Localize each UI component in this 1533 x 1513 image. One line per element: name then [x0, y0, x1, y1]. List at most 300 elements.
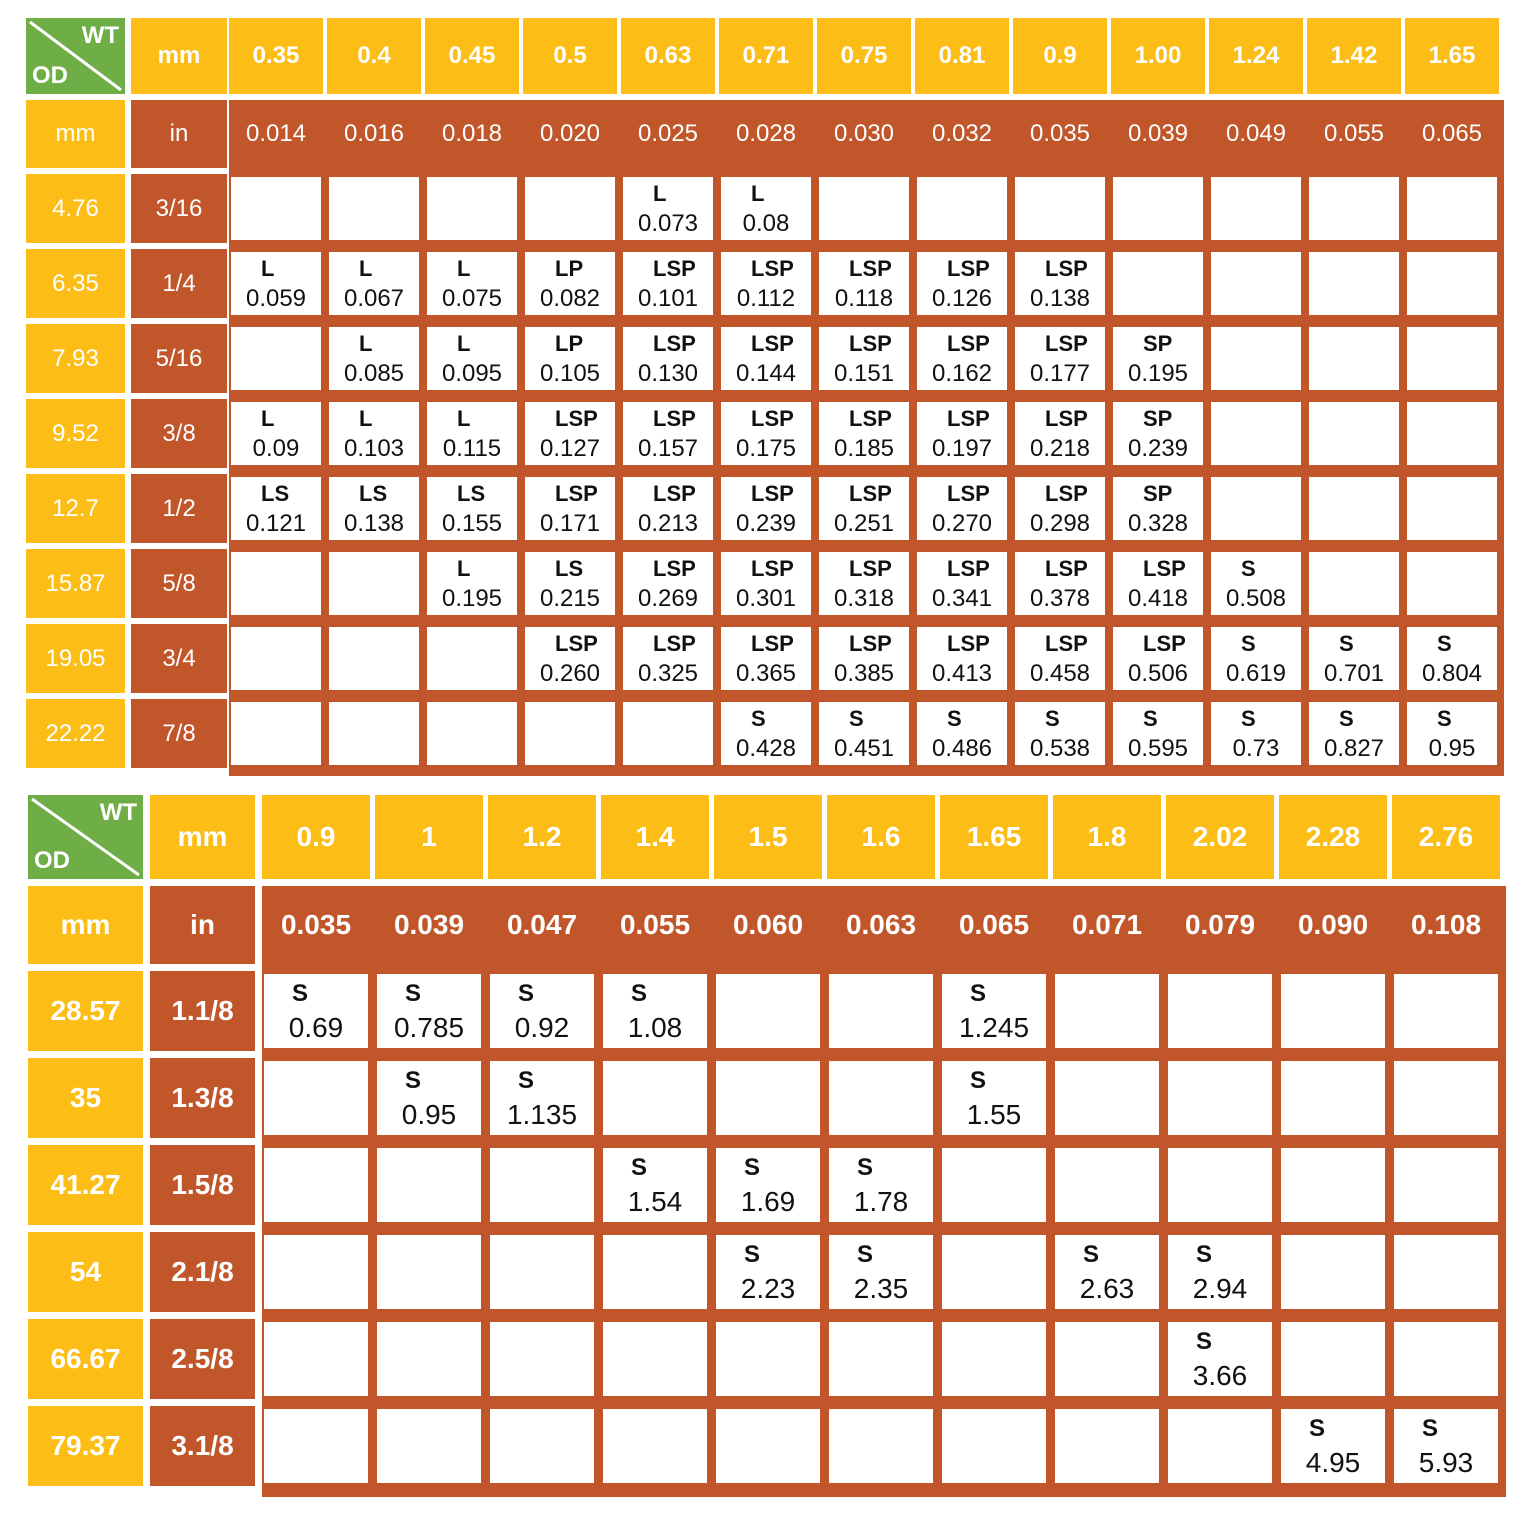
spec-cell	[1113, 702, 1203, 765]
wt-unit-in-label: in	[150, 886, 255, 964]
availability-code: L	[359, 406, 373, 431]
spec-cell	[623, 252, 713, 315]
weight-value: 0.126	[931, 285, 993, 312]
wt-mm-header: 1.8	[1053, 795, 1161, 879]
wt-mm-header: 1.5	[714, 795, 822, 879]
availability-code: L	[261, 406, 275, 431]
weight-value: 0.92	[514, 1012, 570, 1043]
spec-cell	[377, 1409, 481, 1483]
availability-code: S	[631, 980, 648, 1007]
spec-cell	[1309, 477, 1399, 540]
spec-cell	[1055, 974, 1159, 1048]
wt-in-header: 0.032	[915, 100, 1009, 168]
availability-code: SP	[1143, 481, 1173, 506]
spec-cell	[603, 1061, 707, 1135]
spec-cell	[1113, 327, 1203, 390]
spec-cell	[1113, 177, 1203, 240]
weight-value: 0.101	[637, 285, 699, 312]
wt-mm-header: 1.65	[1405, 18, 1499, 94]
spec-cell	[1055, 1322, 1159, 1396]
spec-cell	[1211, 327, 1301, 390]
spec-cell	[231, 552, 321, 615]
availability-code: S	[1241, 556, 1256, 581]
spec-cell	[829, 1148, 933, 1222]
corner-wt-od	[26, 18, 125, 94]
spec-cell	[1281, 1148, 1385, 1222]
weight-value: 0.175	[735, 435, 797, 462]
spec-cell	[942, 1148, 1046, 1222]
availability-code: S	[1241, 706, 1256, 731]
spec-cell	[525, 552, 615, 615]
spec-cell	[721, 627, 811, 690]
availability-code: S	[1241, 631, 1256, 656]
corner-od-label: OD	[32, 62, 68, 89]
spec-cell	[525, 702, 615, 765]
availability-code: S	[1339, 706, 1354, 731]
spec-cell	[377, 1322, 481, 1396]
spec-cell	[329, 627, 419, 690]
spec-cell	[329, 552, 419, 615]
availability-code: LSP	[751, 331, 794, 356]
weight-value: 0.69	[288, 1012, 344, 1043]
availability-code: S	[1196, 1328, 1213, 1355]
od-mm-cell: 6.35	[26, 249, 125, 318]
spec-cell	[716, 1235, 820, 1309]
availability-code: LSP	[849, 406, 892, 431]
spec-cell	[603, 1322, 707, 1396]
availability-code: LSP	[751, 481, 794, 506]
availability-code: LSP	[1045, 406, 1088, 431]
spec-cell	[1168, 1322, 1272, 1396]
weight-value: 0.121	[245, 510, 307, 537]
spec-cell	[819, 252, 909, 315]
availability-code: S	[631, 1154, 648, 1181]
availability-code: LSP	[1045, 256, 1088, 281]
weight-value: 0.059	[245, 285, 307, 312]
spec-cell	[1407, 402, 1497, 465]
spec-cell	[1211, 252, 1301, 315]
spec-cell	[1015, 477, 1105, 540]
spec-cell	[917, 327, 1007, 390]
spec-cell	[1015, 552, 1105, 615]
spec-cell	[1055, 1409, 1159, 1483]
od-in-cell: 3/4	[131, 624, 227, 693]
spec-cell	[942, 1322, 1046, 1396]
weight-value: 0.365	[735, 660, 797, 687]
spec-cell	[264, 974, 368, 1048]
availability-code: S	[405, 1067, 422, 1094]
spec-cell	[1407, 702, 1497, 765]
availability-code: LSP	[653, 406, 696, 431]
availability-code: LSP	[849, 256, 892, 281]
availability-code: S	[744, 1241, 761, 1268]
availability-code: LSP	[947, 631, 990, 656]
spec-cell	[1394, 1235, 1498, 1309]
od-in-cell: 7/8	[131, 699, 227, 768]
availability-code: S	[849, 706, 864, 731]
spec-cell	[1211, 177, 1301, 240]
od-mm-cell: 4.76	[26, 174, 125, 243]
weight-value: 0.328	[1127, 510, 1189, 537]
availability-code: LSP	[1143, 556, 1186, 581]
wt-mm-header: 0.45	[425, 18, 519, 94]
weight-value: 0.162	[931, 360, 993, 387]
availability-code: LSP	[947, 256, 990, 281]
availability-code: LSP	[849, 481, 892, 506]
spec-cell	[490, 1409, 594, 1483]
weight-value: 0.195	[1127, 360, 1189, 387]
weight-value: 0.138	[1029, 285, 1091, 312]
availability-code: S	[970, 980, 987, 1007]
spec-cell	[819, 627, 909, 690]
spec-cell	[1394, 1409, 1498, 1483]
weight-value: 0.09	[252, 435, 300, 462]
spec-cell	[623, 702, 713, 765]
weight-value: 0.785	[393, 1012, 465, 1043]
availability-code: LSP	[1045, 481, 1088, 506]
availability-code: L	[751, 181, 765, 206]
availability-code: LSP	[849, 331, 892, 356]
availability-code: L	[457, 331, 471, 356]
wt-in-header: 0.035	[262, 886, 370, 964]
availability-code: S	[947, 706, 962, 731]
weight-value: 0.155	[441, 510, 503, 537]
weight-value: 0.260	[539, 660, 601, 687]
corner-wt-label: WT	[99, 799, 137, 826]
spec-cell	[525, 477, 615, 540]
availability-code: LS	[261, 481, 290, 506]
spec-cell	[1015, 252, 1105, 315]
weight-value: 0.804	[1421, 660, 1483, 687]
availability-code: L	[261, 256, 275, 281]
weight-value: 0.08	[742, 210, 790, 237]
wt-in-header: 0.055	[1307, 100, 1401, 168]
spec-cell	[721, 702, 811, 765]
spec-cell	[603, 1409, 707, 1483]
spec-cell	[264, 1235, 368, 1309]
availability-code: S	[518, 1067, 535, 1094]
wt-mm-header: 1.65	[940, 795, 1048, 879]
od-in-cell: 1.5/8	[150, 1145, 255, 1225]
spec-cell	[231, 252, 321, 315]
weight-value: 2.35	[853, 1273, 909, 1304]
availability-code: S	[1437, 706, 1452, 731]
availability-code: LSP	[653, 631, 696, 656]
wt-in-header: 0.035	[1013, 100, 1107, 168]
weight-value: 0.269	[637, 585, 699, 612]
spec-cell	[603, 1235, 707, 1309]
spec-cell	[1015, 702, 1105, 765]
spec-cell	[623, 177, 713, 240]
availability-code: L	[359, 256, 373, 281]
spec-cell	[1281, 1061, 1385, 1135]
wt-mm-header: 1.6	[827, 795, 935, 879]
weight-value: 0.341	[931, 585, 993, 612]
wt-mm-header: 1.2	[488, 795, 596, 879]
availability-code: LSP	[947, 556, 990, 581]
weight-value: 0.325	[637, 660, 699, 687]
spec-cell	[1407, 327, 1497, 390]
wt-in-header: 0.063	[827, 886, 935, 964]
availability-code: L	[359, 331, 373, 356]
availability-code: LSP	[947, 406, 990, 431]
spec-cell	[231, 477, 321, 540]
spec-cell	[721, 327, 811, 390]
spec-cell	[829, 1235, 933, 1309]
wt-in-header: 0.018	[425, 100, 519, 168]
weight-value: 0.103	[343, 435, 405, 462]
spec-cell	[917, 252, 1007, 315]
availability-code: LSP	[1143, 631, 1186, 656]
spec-cell	[917, 627, 1007, 690]
weight-value: 1.55	[966, 1099, 1022, 1130]
spec-cell	[427, 327, 517, 390]
weight-value: 0.144	[735, 360, 797, 387]
weight-value: 0.701	[1323, 660, 1385, 687]
spec-cell	[377, 1235, 481, 1309]
wt-in-header: 0.065	[940, 886, 1048, 964]
spec-cell	[1055, 1061, 1159, 1135]
weight-value: 0.067	[343, 285, 405, 312]
weight-value: 1.08	[627, 1012, 683, 1043]
weight-value: 0.827	[1323, 735, 1385, 762]
weight-value: 0.301	[735, 585, 797, 612]
od-in-cell: 1.1/8	[150, 971, 255, 1051]
availability-code: LSP	[1045, 631, 1088, 656]
wt-mm-header: 0.35	[229, 18, 323, 94]
spec-cell	[1113, 627, 1203, 690]
spec-cell	[623, 552, 713, 615]
wt-in-header: 0.071	[1053, 886, 1161, 964]
weight-value: 0.298	[1029, 510, 1091, 537]
od-in-cell: 3/8	[131, 399, 227, 468]
spec-cell	[942, 1409, 1046, 1483]
wt-mm-header: 2.02	[1166, 795, 1274, 879]
wt-mm-header: 1	[375, 795, 483, 879]
wt-mm-header: 1.00	[1111, 18, 1205, 94]
spec-cell	[490, 1235, 594, 1309]
wt-mm-header: 1.24	[1209, 18, 1303, 94]
spec-cell	[1309, 702, 1399, 765]
weight-value: 2.94	[1192, 1273, 1248, 1304]
spec-cell	[819, 552, 909, 615]
spec-cell	[427, 402, 517, 465]
weight-value: 5.93	[1418, 1447, 1474, 1478]
spec-cell	[942, 974, 1046, 1048]
spec-cell	[1309, 252, 1399, 315]
od-in-cell: 1/4	[131, 249, 227, 318]
spec-cell	[721, 402, 811, 465]
spec-cell	[1168, 974, 1272, 1048]
availability-code: L	[653, 181, 667, 206]
weight-value: 0.538	[1029, 735, 1091, 762]
spec-cell	[716, 974, 820, 1048]
spec-cell	[716, 1061, 820, 1135]
availability-code: LSP	[751, 556, 794, 581]
wt-in-header: 0.055	[601, 886, 709, 964]
od-in-cell: 2.1/8	[150, 1232, 255, 1312]
wt-in-header: 0.020	[523, 100, 617, 168]
weight-value: 0.213	[637, 510, 699, 537]
availability-code: LSP	[1045, 331, 1088, 356]
weight-value: 0.239	[1127, 435, 1189, 462]
spec-cell	[721, 477, 811, 540]
spec-cell	[329, 702, 419, 765]
weight-value: 0.451	[833, 735, 895, 762]
spec-cell	[1113, 252, 1203, 315]
spec-cell	[525, 327, 615, 390]
wt-mm-header: 0.71	[719, 18, 813, 94]
od-mm-cell: 28.57	[28, 971, 143, 1051]
weight-value: 0.486	[931, 735, 993, 762]
weight-value: 0.318	[833, 585, 895, 612]
spec-cell	[917, 177, 1007, 240]
spec-cell	[829, 974, 933, 1048]
spec-cell	[1211, 477, 1301, 540]
od-mm-cell: 79.37	[28, 1406, 143, 1486]
spec-cell	[1281, 974, 1385, 1048]
weight-value: 0.239	[735, 510, 797, 537]
wt-unit-mm-label: mm	[131, 18, 227, 94]
availability-code: L	[457, 256, 471, 281]
spec-cell	[329, 252, 419, 315]
weight-value: 0.073	[637, 210, 699, 237]
corner-wt-label: WT	[81, 22, 119, 49]
spec-cell	[829, 1322, 933, 1396]
spec-cell	[490, 1322, 594, 1396]
weight-value: 0.171	[539, 510, 601, 537]
spec-cell	[1407, 252, 1497, 315]
spec-cell	[1309, 402, 1399, 465]
od-in-cell: 1.3/8	[150, 1058, 255, 1138]
wt-mm-header: 2.28	[1279, 795, 1387, 879]
spec-cell	[1168, 1409, 1272, 1483]
spec-cell	[716, 1322, 820, 1396]
spec-cell	[1394, 1061, 1498, 1135]
wt-in-header: 0.108	[1392, 886, 1500, 964]
spec-cell	[1309, 177, 1399, 240]
availability-code: S	[292, 980, 309, 1007]
spec-cell	[1015, 627, 1105, 690]
spec-cell	[264, 1409, 368, 1483]
availability-code: LSP	[555, 631, 598, 656]
weight-value: 2.63	[1079, 1273, 1135, 1304]
weight-value: 0.177	[1029, 360, 1091, 387]
weight-value: 0.105	[539, 360, 601, 387]
spec-cell	[490, 974, 594, 1048]
availability-code: LSP	[653, 331, 696, 356]
weight-value: 0.138	[343, 510, 405, 537]
wt-mm-header: 0.4	[327, 18, 421, 94]
spec-cell	[819, 702, 909, 765]
spec-cell	[1113, 477, 1203, 540]
spec-cell	[623, 402, 713, 465]
weight-value: 0.95	[1428, 735, 1476, 762]
wt-in-header: 0.028	[719, 100, 813, 168]
wt-mm-header: 0.5	[523, 18, 617, 94]
spec-cell	[1407, 177, 1497, 240]
weight-value: 0.157	[637, 435, 699, 462]
weight-value: 1.245	[958, 1012, 1030, 1043]
weight-value: 0.418	[1127, 585, 1189, 612]
spec-cell	[329, 402, 419, 465]
spec-cell	[1281, 1235, 1385, 1309]
corner-od-label: OD	[34, 847, 70, 874]
spec-cell	[721, 177, 811, 240]
weight-value: 0.115	[442, 435, 502, 462]
availability-code: S	[970, 1067, 987, 1094]
weight-value: 1.135	[506, 1099, 578, 1130]
availability-code: LSP	[653, 556, 696, 581]
weight-value: 0.127	[539, 435, 601, 462]
availability-code: S	[1437, 631, 1452, 656]
availability-code: LSP	[751, 256, 794, 281]
spec-cell	[1015, 402, 1105, 465]
spec-cell	[1055, 1235, 1159, 1309]
od-unit-mm-label: mm	[26, 100, 125, 168]
availability-code: S	[857, 1241, 874, 1268]
wt-in-header: 0.060	[714, 886, 822, 964]
availability-code: L	[457, 556, 471, 581]
spec-cell	[427, 702, 517, 765]
availability-code: S	[1339, 631, 1354, 656]
spec-cell	[1015, 327, 1105, 390]
spec-cell	[829, 1409, 933, 1483]
spec-cell	[716, 1409, 820, 1483]
spec-cell	[819, 402, 909, 465]
spec-cell	[490, 1061, 594, 1135]
spec-cell	[1309, 327, 1399, 390]
weight-value: 0.619	[1225, 660, 1287, 687]
weight-value: 2.23	[740, 1273, 796, 1304]
spec-cell	[819, 327, 909, 390]
weight-value: 0.95	[401, 1099, 457, 1130]
weight-value: 0.075	[441, 285, 503, 312]
spec-cell	[603, 1148, 707, 1222]
spec-cell	[427, 252, 517, 315]
weight-value: 0.508	[1225, 585, 1287, 612]
spec-cell	[1394, 1148, 1498, 1222]
spec-cell	[329, 477, 419, 540]
weight-value: 0.085	[343, 360, 405, 387]
spec-cell	[1394, 1322, 1498, 1396]
wt-mm-header: 0.9	[262, 795, 370, 879]
availability-code: S	[744, 1154, 761, 1181]
wt-mm-header: 2.76	[1392, 795, 1500, 879]
spec-cell	[1015, 177, 1105, 240]
wt-in-header: 0.030	[817, 100, 911, 168]
spec-cell	[525, 252, 615, 315]
wt-unit-in-label: in	[131, 100, 227, 168]
weight-value: 0.197	[931, 435, 993, 462]
od-unit-mm-label: mm	[28, 886, 143, 964]
od-mm-cell: 19.05	[26, 624, 125, 693]
spec-cell	[1394, 974, 1498, 1048]
spec-cell	[721, 252, 811, 315]
spec-cell	[377, 974, 481, 1048]
availability-code: LSP	[947, 331, 990, 356]
od-mm-cell: 12.7	[26, 474, 125, 543]
spec-cell	[829, 1061, 933, 1135]
wt-mm-header: 0.75	[817, 18, 911, 94]
spec-cell	[1309, 552, 1399, 615]
spec-cell	[1211, 402, 1301, 465]
weight-value: 0.185	[833, 435, 895, 462]
wt-mm-header: 0.81	[915, 18, 1009, 94]
spec-cell	[1407, 552, 1497, 615]
weight-value: 0.218	[1029, 435, 1091, 462]
availability-code: LP	[555, 256, 584, 281]
